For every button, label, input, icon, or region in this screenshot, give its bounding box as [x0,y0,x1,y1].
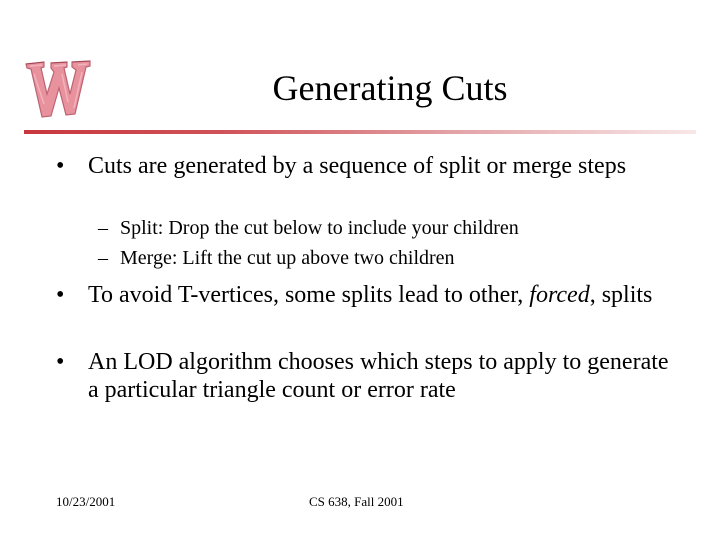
bullet-2-text-end: , splits [589,282,653,308]
wisconsin-w-logo-icon [22,54,94,122]
bullet-dot: • [56,153,65,179]
bullet-dot: • [56,349,65,375]
bullet-dot: • [56,282,65,308]
title-underline [24,130,696,134]
subbullet-2 [98,245,455,271]
dash: – [98,217,108,239]
bullet-2 [56,281,676,309]
bullet-3-text: An LOD algorithm chooses which steps to apply to generate a particular triangle count or error rate [88,349,669,403]
bullet-1-text: Cuts are generated by a sequence of split or merge steps [88,153,627,179]
subbullet-1 [98,215,519,241]
bullet-1 [56,152,676,180]
footer-course: CS 638, Fall 2001 [309,494,404,509]
bullet-2-text-start: To avoid T-vertices, some splits lead to other, [88,282,530,308]
subbullet-2-text: Merge: Lift the cut up above two children [120,247,455,269]
footer-date: 10/23/2001 [56,494,116,509]
bullet-3 [56,348,676,404]
dash: – [98,247,108,269]
slide-title: Generating Cuts [272,68,508,108]
bullet-2-text [56,281,676,309]
bullet-2-emphasis: forced [529,282,590,308]
subbullet-1-text: Split: Drop the cut below to include your children [120,217,519,239]
